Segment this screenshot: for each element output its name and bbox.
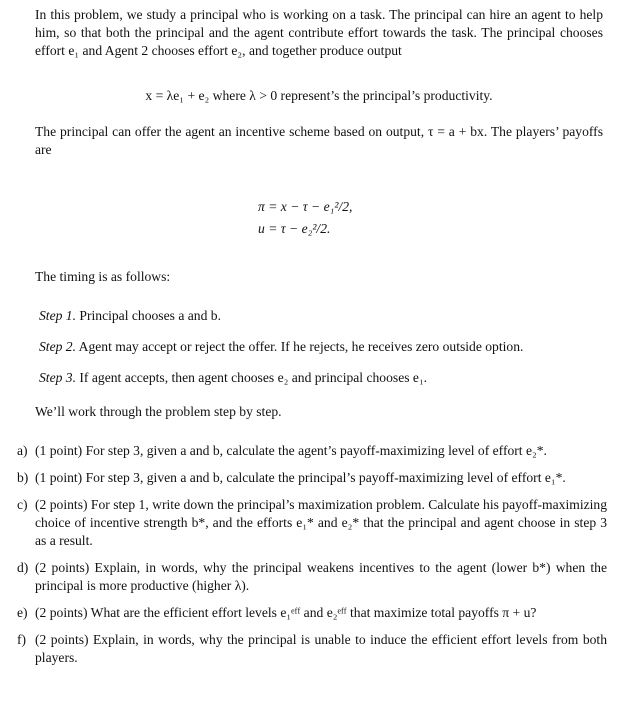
question-f (17, 631, 607, 667)
payoff-equations (258, 196, 458, 240)
question-e (17, 604, 607, 622)
step-text: Principal chooses a and b. (79, 308, 221, 323)
timing-outro: We’ll work through the problem step by step. (35, 404, 282, 419)
question-text: (2 points) For step 1, write down the principal’s maximization problem. Calculate his payoff-maximizing choice of incentive strength b*, and the efforts e₁* and e₂* that the principal and agent choose in step 3 as a result. (35, 497, 607, 548)
question-letter: f) (17, 632, 27, 647)
timing-intro: The timing is as follows: (35, 269, 171, 284)
step-3 (39, 369, 599, 400)
question-c (17, 496, 607, 550)
output-equation: x = λe₁ + e₂ where λ > 0 represent’s the principal’s productivity. (145, 88, 493, 103)
question-letter: b) (17, 470, 29, 485)
principal-payoff-equation: π = x − τ − e₁²/2, (258, 199, 353, 214)
question-a (17, 442, 607, 460)
question-text: (2 points) Explain, in words, why the principal weakens incentives to the agent (lower b*) when the principal is more productive (higher λ). (35, 560, 607, 593)
step-2 (39, 338, 599, 369)
timing-steps (39, 307, 599, 400)
question-letter: d) (17, 560, 29, 575)
question-letter: a) (17, 443, 28, 458)
question-d (17, 559, 607, 595)
intro-paragraph: In this problem, we study a principal who is working on a task. The principal can hire an agent to help him, so that both the principal and the agent contribute effort towards the task. The principal chooses effort e₁ and Agent 2 chooses effort e₂, and together produce output (35, 7, 603, 58)
step-label: Step 2. (39, 339, 76, 354)
question-text: (2 points) What are the efficient effort levels e₁ᵉᶠᶠ and e₂ᵉᶠᶠ that maximize total payoffs π + u? (35, 605, 537, 620)
question-letter: c) (17, 497, 28, 512)
question-text: (1 point) For step 3, given a and b, calculate the agent’s payoff-maximizing level of effort e₂*. (35, 443, 547, 458)
question-b (17, 469, 607, 487)
step-label: Step 3. (39, 370, 76, 385)
question-letter: e) (17, 605, 28, 620)
question-text: (1 point) For step 3, given a and b, calculate the principal’s payoff-maximizing level of effort e₁*. (35, 470, 566, 485)
agent-payoff-equation: u = τ − e₂²/2. (258, 221, 331, 236)
step-1 (39, 307, 599, 338)
question-text: (2 points) Explain, in words, why the principal is unable to induce the efficient effort levels from both players. (35, 632, 607, 665)
step-text: If agent accepts, then agent chooses e₂ and principal chooses e₁. (79, 370, 428, 385)
incentive-paragraph: The principal can offer the agent an incentive scheme based on output, τ = a + bx. The players’ payoffs are (35, 124, 603, 157)
question-list (17, 442, 607, 676)
step-label: Step 1. (39, 308, 76, 323)
step-text: Agent may accept or reject the offer. If he rejects, he receives zero outside option. (78, 339, 524, 354)
